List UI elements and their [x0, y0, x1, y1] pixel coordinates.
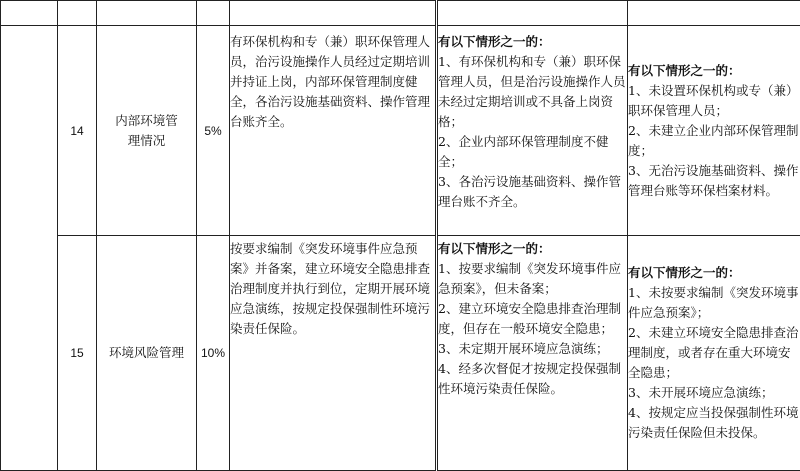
partial-criteria-item: 3、未定期开展环境应急演练；: [438, 339, 627, 359]
partial-criteria: [437, 236, 628, 471]
fail-criteria-item: 2、未建立环境安全隐患排查治理制度，或者存在重大环境安全隐患；: [628, 323, 800, 383]
fail-criteria-item: 1、未设置环保机构或专（兼）职环保管理人员；: [628, 81, 800, 121]
fail-criteria-item: 2、未建立企业内部环保管理制度；: [628, 121, 800, 161]
item-name: 内部环境管理情况: [97, 26, 197, 236]
stub-cell: [437, 1, 628, 26]
stub-cell: [197, 1, 230, 26]
table-row: [1, 26, 800, 236]
standard-text: [230, 26, 437, 236]
stub-cell: [628, 1, 800, 26]
fail-criteria-item: 3、未开展环境应急演练；: [628, 383, 800, 403]
stub-cell: [97, 1, 197, 26]
stub-cell: [230, 1, 437, 26]
row-number: 14: [58, 26, 97, 236]
partial-criteria-item: 1、按要求编制《突发环境事件应急预案》，但未备案；: [438, 259, 627, 299]
fail-criteria-heading: 有以下情形之一的：: [628, 61, 800, 81]
standard-text-body: 有环保机构和专（兼）职环保管理人员，治污设施操作人员经过定期培训并持证上岗，内部环保管理制度健全，各治污设施基础资料、操作管理台账齐全。: [230, 34, 430, 129]
partial-criteria-item: 3、各治污设施基础资料、操作管理台账不齐全。: [438, 172, 627, 212]
row-number: 15: [58, 236, 97, 471]
fail-criteria-item: 4、按规定应当投保强制性环境污染责任保险但未投保。: [628, 403, 800, 443]
partial-criteria: [437, 26, 628, 236]
partial-criteria-item: 1、有环保机构和专（兼）职环保管理人员，但是治污设施操作人员未经过定期培训或不具备上岗资格；: [438, 52, 627, 132]
weight-value: 10%: [197, 236, 230, 471]
partial-criteria-heading: 有以下情形之一的：: [438, 32, 627, 52]
standard-text: [230, 236, 437, 471]
partial-criteria-heading: 有以下情形之一的：: [438, 239, 627, 259]
partial-criteria-item: 4、经多次督促才按规定投保强制性环境污染责任保险。: [438, 359, 627, 399]
partial-criteria-item: 2、建立环境安全隐患排查治理制度，但存在一般环境安全隐患；: [438, 299, 627, 339]
partial-criteria-item: 2、企业内部环保管理制度不健全；: [438, 132, 627, 172]
table-header-stub: [1, 1, 800, 26]
stub-cell: [1, 1, 58, 26]
standard-text-body: 按要求编制《突发环境事件应急预案》并备案，建立环境安全隐患排查治理制度并执行到位，定期开展环境应急演练，按规定投保强制性环境污染责任保险。: [230, 241, 430, 336]
fail-criteria: [628, 26, 800, 236]
weight-value: 5%: [197, 26, 230, 236]
left-margin-cell: [1, 26, 58, 471]
table-row: [1, 236, 800, 471]
stub-cell: [58, 1, 97, 26]
fail-criteria: [628, 236, 800, 471]
fail-criteria-heading: 有以下情形之一的：: [628, 263, 800, 283]
item-name: 环境风险管理: [97, 236, 197, 471]
fail-criteria-item: 1、未按要求编制《突发环境事件应急预案》；: [628, 283, 800, 323]
fail-criteria-item: 3、无治污设施基础资料、操作管理台账等环保档案材料。: [628, 161, 800, 201]
